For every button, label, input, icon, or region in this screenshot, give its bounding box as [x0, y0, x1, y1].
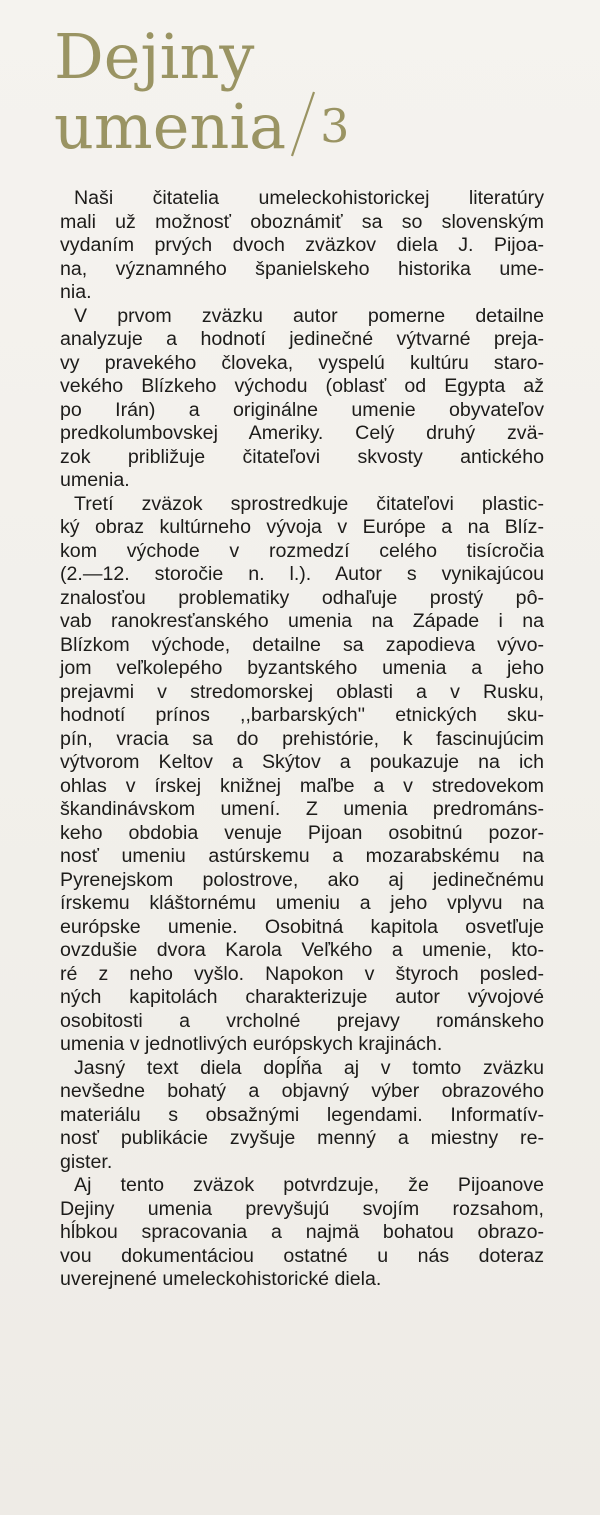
text-line: výtvorom Keltov a Skýtov a poukazuje na ich	[60, 751, 544, 773]
text-line: po Irán) a originálne umenie obyvateľov	[60, 398, 544, 421]
book-title	[54, 20, 534, 163]
paragraph	[60, 305, 544, 493]
text-line: Pyrenejskom polostrove, ako aj jedinečnému	[60, 868, 544, 891]
text-line: (2.—12. storočie n. l.). Autor s vynikajúcou	[60, 563, 544, 585]
text-line: ných kapitolách charakterizuje autor vývojové	[60, 986, 544, 1008]
text-line: kom východe v rozmedzí celého tisícročia	[60, 539, 544, 562]
text-line: vab ranokresťanského umenia na Západe i na	[60, 610, 544, 632]
volume-number: 3	[320, 99, 350, 153]
text-line: európske umenie. Osobitná kapitola osvetľuje	[60, 915, 544, 938]
text-line: ký obraz kultúrneho vývoja v Európe a na Blíz-	[60, 516, 544, 538]
text-line: Tretí zväzok sprostredkuje čitateľovi plastic-	[74, 492, 544, 515]
text-line: nosť umeniu astúrskemu a mozarabskému na	[60, 845, 544, 867]
text-line: gister.	[60, 1150, 113, 1173]
text-line: jom veľkolepého byzantského umenia a jeho	[60, 657, 544, 679]
text-line: osobitosti a vrcholné prejavy románskeho	[60, 1009, 544, 1032]
title-slash-divider	[288, 90, 316, 158]
text-line: predkolumbovskej Ameriky. Celý druhý zvä-	[60, 422, 544, 444]
text-line: vy pravekého človeka, vyspelú kultúru staro-	[60, 351, 544, 374]
title-word-umenia: umenia	[54, 90, 287, 163]
text-line: hĺbkou spracovania a najmä bohatou obrazo-	[60, 1221, 544, 1243]
text-line: V prvom zväzku autor pomerne detailne	[74, 304, 544, 327]
paragraph	[60, 1174, 544, 1292]
text-line: uverejnené umeleckohistorické diela.	[60, 1268, 382, 1290]
description-text	[60, 187, 544, 1292]
text-line: hodnotí prínos ,,barbarských'' etnických sku-	[60, 704, 544, 726]
paragraph	[60, 187, 544, 305]
paragraph	[60, 1057, 544, 1175]
text-line: nevšedne bohatý a objavný výber obrazového	[60, 1080, 544, 1102]
text-line: materiálu s obsažnými legendami. Informatív-	[60, 1103, 544, 1126]
title-line-1: Dejiny	[54, 20, 255, 93]
text-line: analyzuje a hodnotí jedinečné výtvarné preja-	[60, 328, 544, 350]
text-line: vekého Blízkeho východu (oblasť od Egypta až	[60, 375, 544, 397]
text-line: nia.	[60, 281, 92, 303]
text-line: Jasný text diela dopĺňa aj v tomto zväzku	[74, 1056, 544, 1079]
text-line: Naši čitatelia umeleckohistorickej literatúry	[74, 187, 544, 209]
text-line: vou dokumentáciou ostatné u nás doteraz	[60, 1244, 544, 1267]
text-line: prejavmi v stredomorskej oblasti a v Rusku,	[60, 680, 544, 703]
text-line: zok približuje čitateľovi skvosty antického	[60, 445, 544, 468]
text-line: pín, vracia sa do prehistórie, k fascinujúcim	[60, 727, 544, 750]
text-line: Dejiny umenia prevyšujú svojím rozsahom,	[60, 1197, 544, 1220]
title-line-2	[54, 90, 534, 163]
text-line: vydaním prvých dvoch zväzkov diela J. Pijoa-	[60, 234, 544, 256]
text-line: škandinávskom umení. Z umenia predrománs-	[60, 798, 544, 820]
text-line: Blízkom východe, detailne sa zapodieva vývo-	[60, 633, 544, 656]
text-line: írskemu kláštornému umeniu a jeho vplyvu na	[60, 892, 544, 914]
text-line: keho obdobia venuje Pijoan osobitnú pozor-	[60, 821, 544, 844]
text-line: znalosťou problematiky odhaľuje prostý pô-	[60, 586, 544, 609]
paragraph	[60, 493, 544, 1057]
text-line: ovzdušie dvora Karola Veľkého a umenie, kto-	[60, 939, 544, 961]
text-line: Aj tento zväzok potvrdzuje, že Pijoanove	[74, 1174, 544, 1196]
text-line: ohlas v írskej knižnej maľbe a v stredovekom	[60, 774, 544, 797]
text-line: umenia v jednotlivých európskych krajinách.	[60, 1033, 443, 1055]
text-line: mali už možnosť oboznámiť sa so slovenským	[60, 210, 544, 233]
text-line: ré z neho vyšlo. Napokon v štyroch posled-	[60, 962, 544, 985]
text-line: nosť publikácie zvyšuje menný a miestny re-	[60, 1127, 544, 1149]
text-line: umenia.	[60, 469, 130, 491]
text-line: na, významného španielskeho historika ume-	[60, 257, 544, 280]
